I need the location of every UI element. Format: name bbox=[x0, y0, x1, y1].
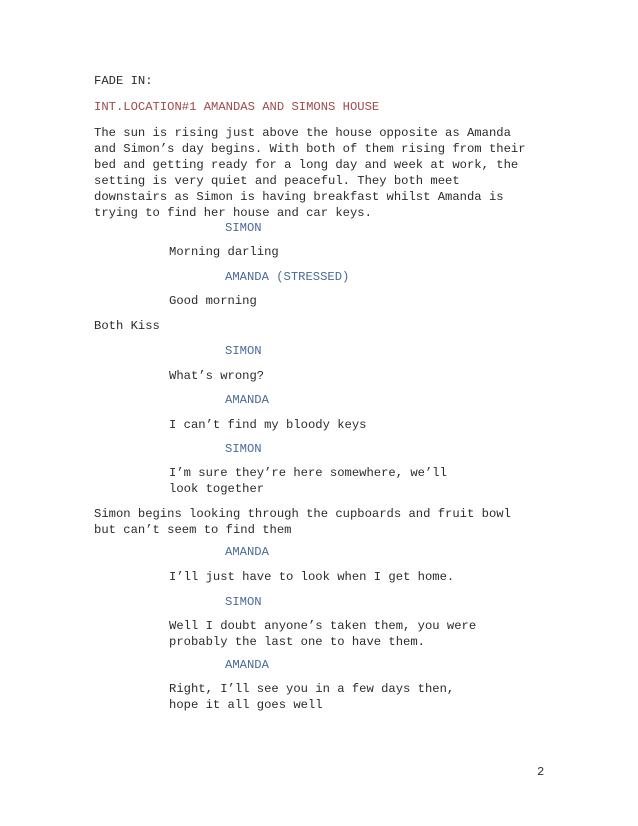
dialogue-line: look together bbox=[169, 482, 265, 496]
page-number: 2 bbox=[537, 765, 545, 779]
dialogue-line: What’s wrong? bbox=[169, 369, 265, 383]
character-name: AMANDA bbox=[225, 545, 269, 559]
action-line: but can’t seem to find them bbox=[94, 523, 292, 537]
action-line: and Simon’s day begins. With both of them rising from their bbox=[94, 142, 526, 156]
action-line: trying to find her house and car keys. bbox=[94, 206, 372, 220]
dialogue-line: I’ll just have to look when I get home. bbox=[169, 570, 455, 584]
action-line: Simon begins looking through the cupboards and fruit bowl bbox=[94, 507, 511, 521]
character-name: SIMON bbox=[225, 595, 262, 609]
transition: FADE IN: bbox=[94, 74, 153, 88]
dialogue-line: I can’t find my bloody keys bbox=[169, 418, 367, 432]
character-name: SIMON bbox=[225, 442, 262, 456]
dialogue-line: Morning darling bbox=[169, 245, 279, 259]
action-line: bed and getting ready for a long day and week at work, the bbox=[94, 158, 519, 172]
dialogue-line: probably the last one to have them. bbox=[169, 635, 425, 649]
dialogue-line: Well I doubt anyone’s taken them, you were bbox=[169, 619, 477, 633]
character-name: AMANDA (STRESSED) bbox=[225, 270, 350, 284]
character-name: SIMON bbox=[225, 344, 262, 358]
dialogue-line: Right, I’ll see you in a few days then, bbox=[169, 682, 455, 696]
scene-heading: INT.LOCATION#1 AMANDAS AND SIMONS HOUSE bbox=[94, 100, 380, 114]
action-line: Both Kiss bbox=[94, 319, 160, 333]
dialogue-line: I’m sure they’re here somewhere, we’ll bbox=[169, 466, 447, 480]
dialogue-line: Good morning bbox=[169, 294, 257, 308]
dialogue-line: hope it all goes well bbox=[169, 698, 323, 712]
character-name: SIMON bbox=[225, 221, 262, 235]
character-name: AMANDA bbox=[225, 658, 269, 672]
action-line: The sun is rising just above the house opposite as Amanda bbox=[94, 126, 511, 140]
action-line: setting is very quiet and peaceful. They both meet bbox=[94, 174, 460, 188]
action-line: downstairs as Simon is having breakfast whilst Amanda is bbox=[94, 190, 504, 204]
character-name: AMANDA bbox=[225, 393, 269, 407]
